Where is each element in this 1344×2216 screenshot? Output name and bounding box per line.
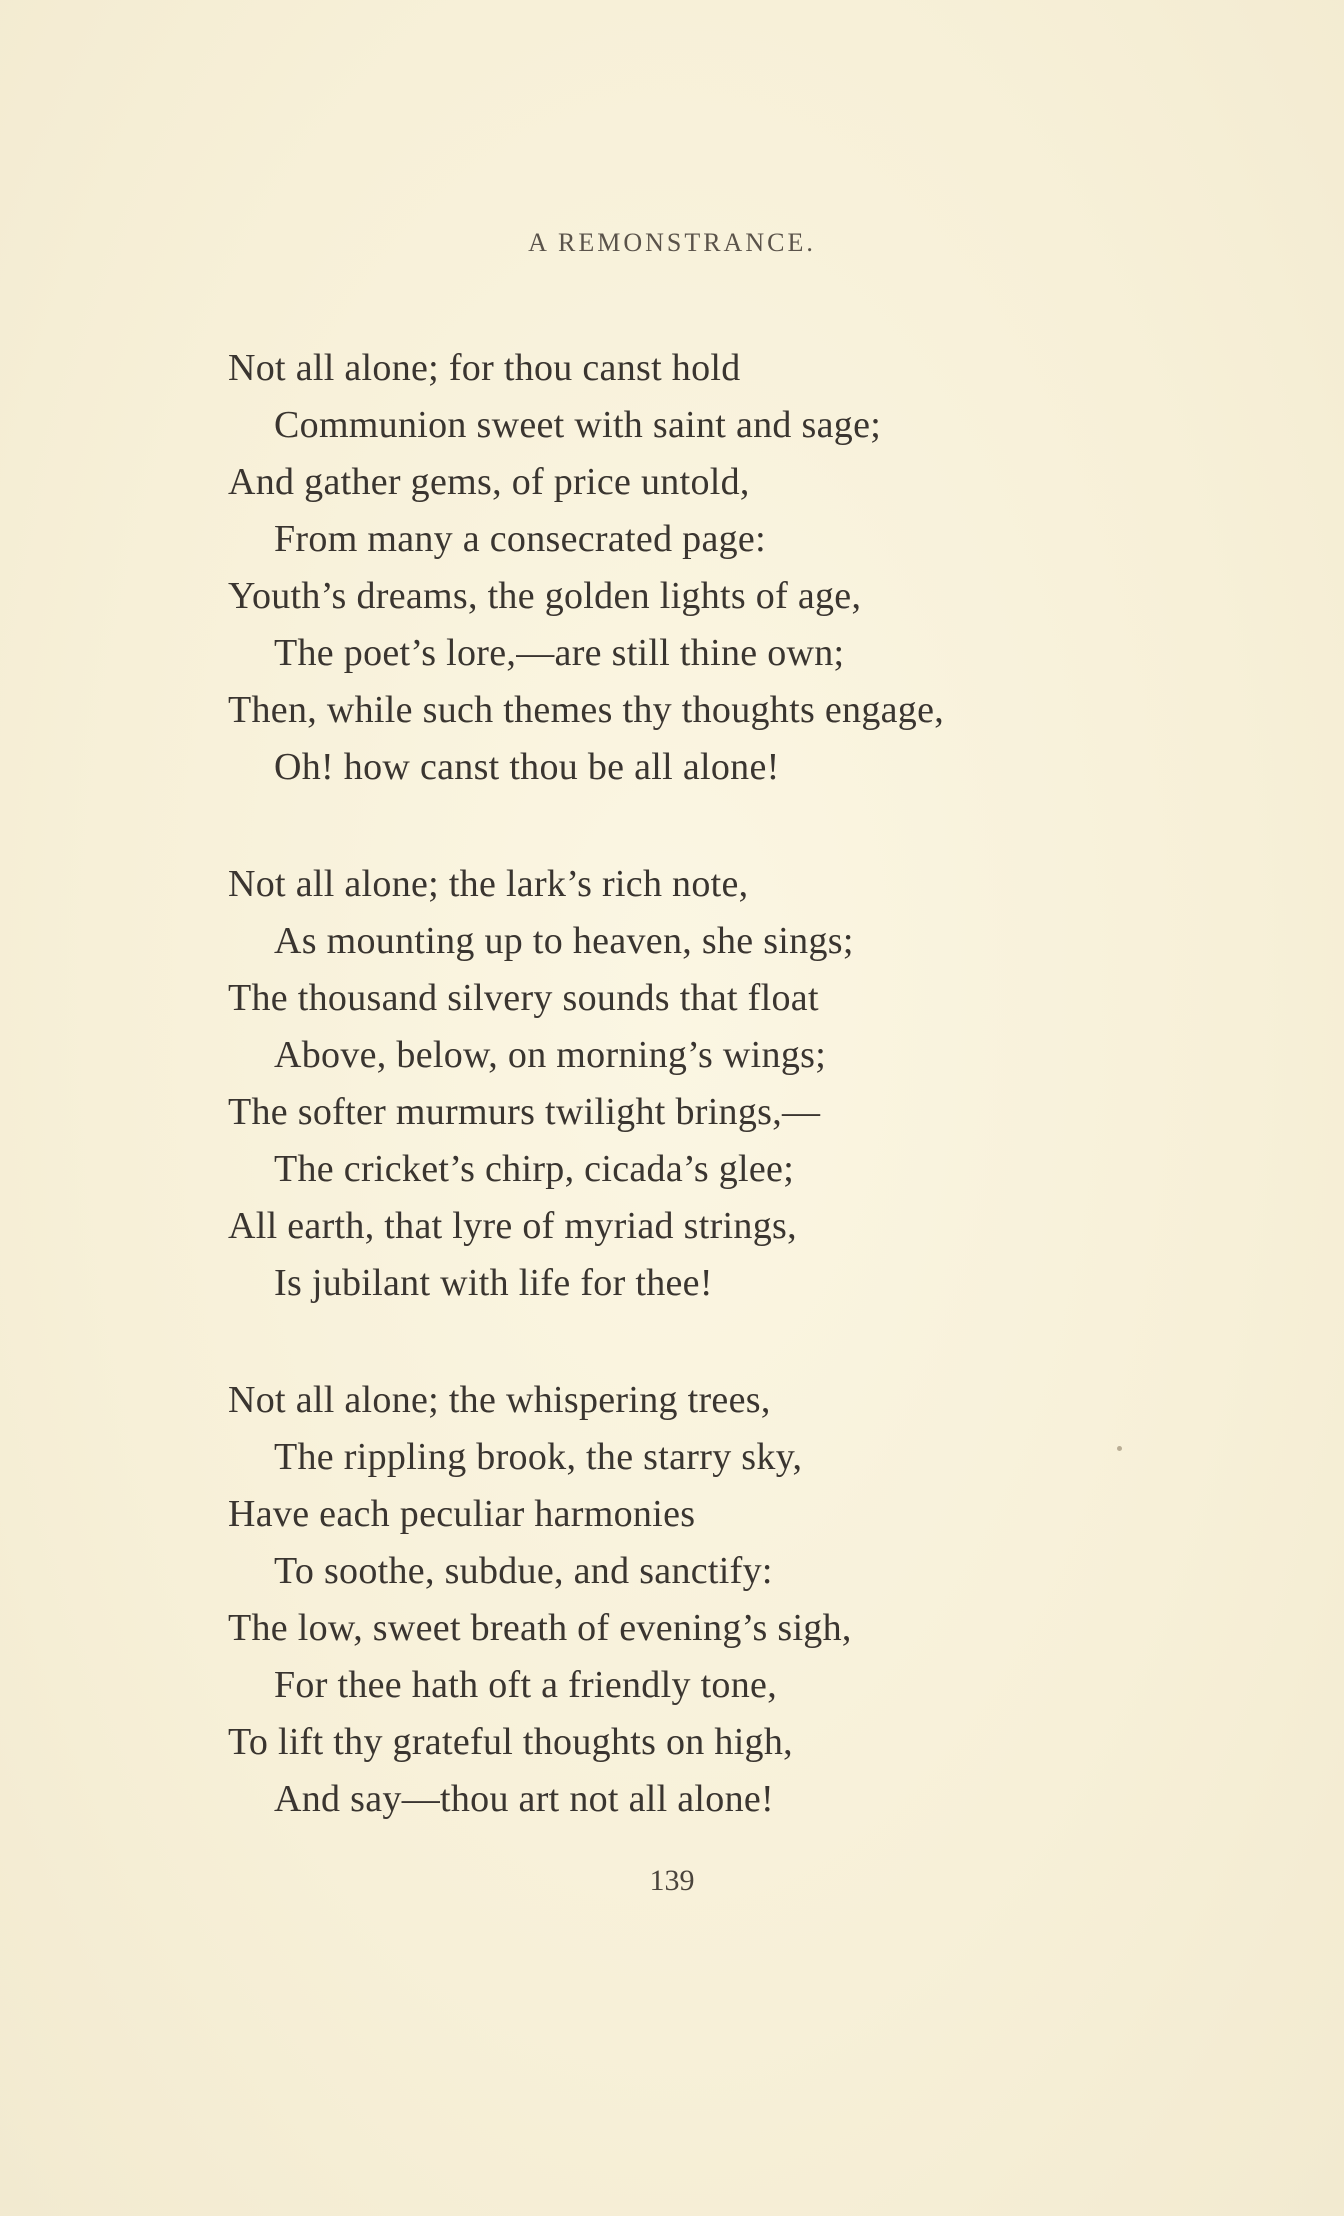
verse-line: For thee hath oft a friendly tone, <box>274 1664 777 1706</box>
verse-line: The low, sweet breath of evening’s sigh, <box>228 1607 852 1649</box>
stanza-2 <box>228 856 1228 1312</box>
verse-line: The poet’s lore,—are still thine own; <box>274 632 845 674</box>
verse-line: All earth, that lyre of myriad strings, <box>228 1205 797 1247</box>
stanza-3 <box>228 1372 1228 1828</box>
stanza-1 <box>228 340 1228 796</box>
verse-line: The softer murmurs twilight brings,— <box>228 1091 821 1133</box>
verse-line: Then, while such themes thy thoughts engage, <box>228 689 945 731</box>
poem <box>228 340 1228 1828</box>
verse-line: And say—thou art not all alone! <box>274 1778 775 1820</box>
verse-line: Communion sweet with saint and sage; <box>274 404 882 446</box>
verse-line: And gather gems, of price untold, <box>228 461 750 503</box>
verse-line: Not all alone; the lark’s rich note, <box>228 863 749 905</box>
verse-line: Not all alone; the whispering trees, <box>228 1379 771 1421</box>
verse-line: Oh! how canst thou be all alone! <box>274 746 780 788</box>
verse-line: Above, below, on morning’s wings; <box>274 1034 827 1076</box>
verse-line: From many a consecrated page: <box>274 518 766 560</box>
verse-line: Is jubilant with life for thee! <box>274 1262 713 1304</box>
verse-line: To lift thy grateful thoughts on high, <box>228 1721 793 1763</box>
paper-speck <box>1117 1446 1122 1451</box>
page-number: 139 <box>649 1864 695 1897</box>
running-head: A REMONSTRANCE. <box>528 228 816 257</box>
verse-line: As mounting up to heaven, she sings; <box>274 920 854 962</box>
verse-line: To soothe, subdue, and sanctify: <box>274 1550 773 1592</box>
verse-line: The thousand silvery sounds that float <box>228 977 819 1019</box>
verse-line: Not all alone; for thou canst hold <box>228 347 741 389</box>
verse-line: Have each peculiar harmonies <box>228 1493 696 1535</box>
verse-line: The cricket’s chirp, cicada’s glee; <box>274 1148 795 1190</box>
verse-line: Youth’s dreams, the golden lights of age, <box>228 575 862 617</box>
verse-line: The rippling brook, the starry sky, <box>274 1436 803 1478</box>
